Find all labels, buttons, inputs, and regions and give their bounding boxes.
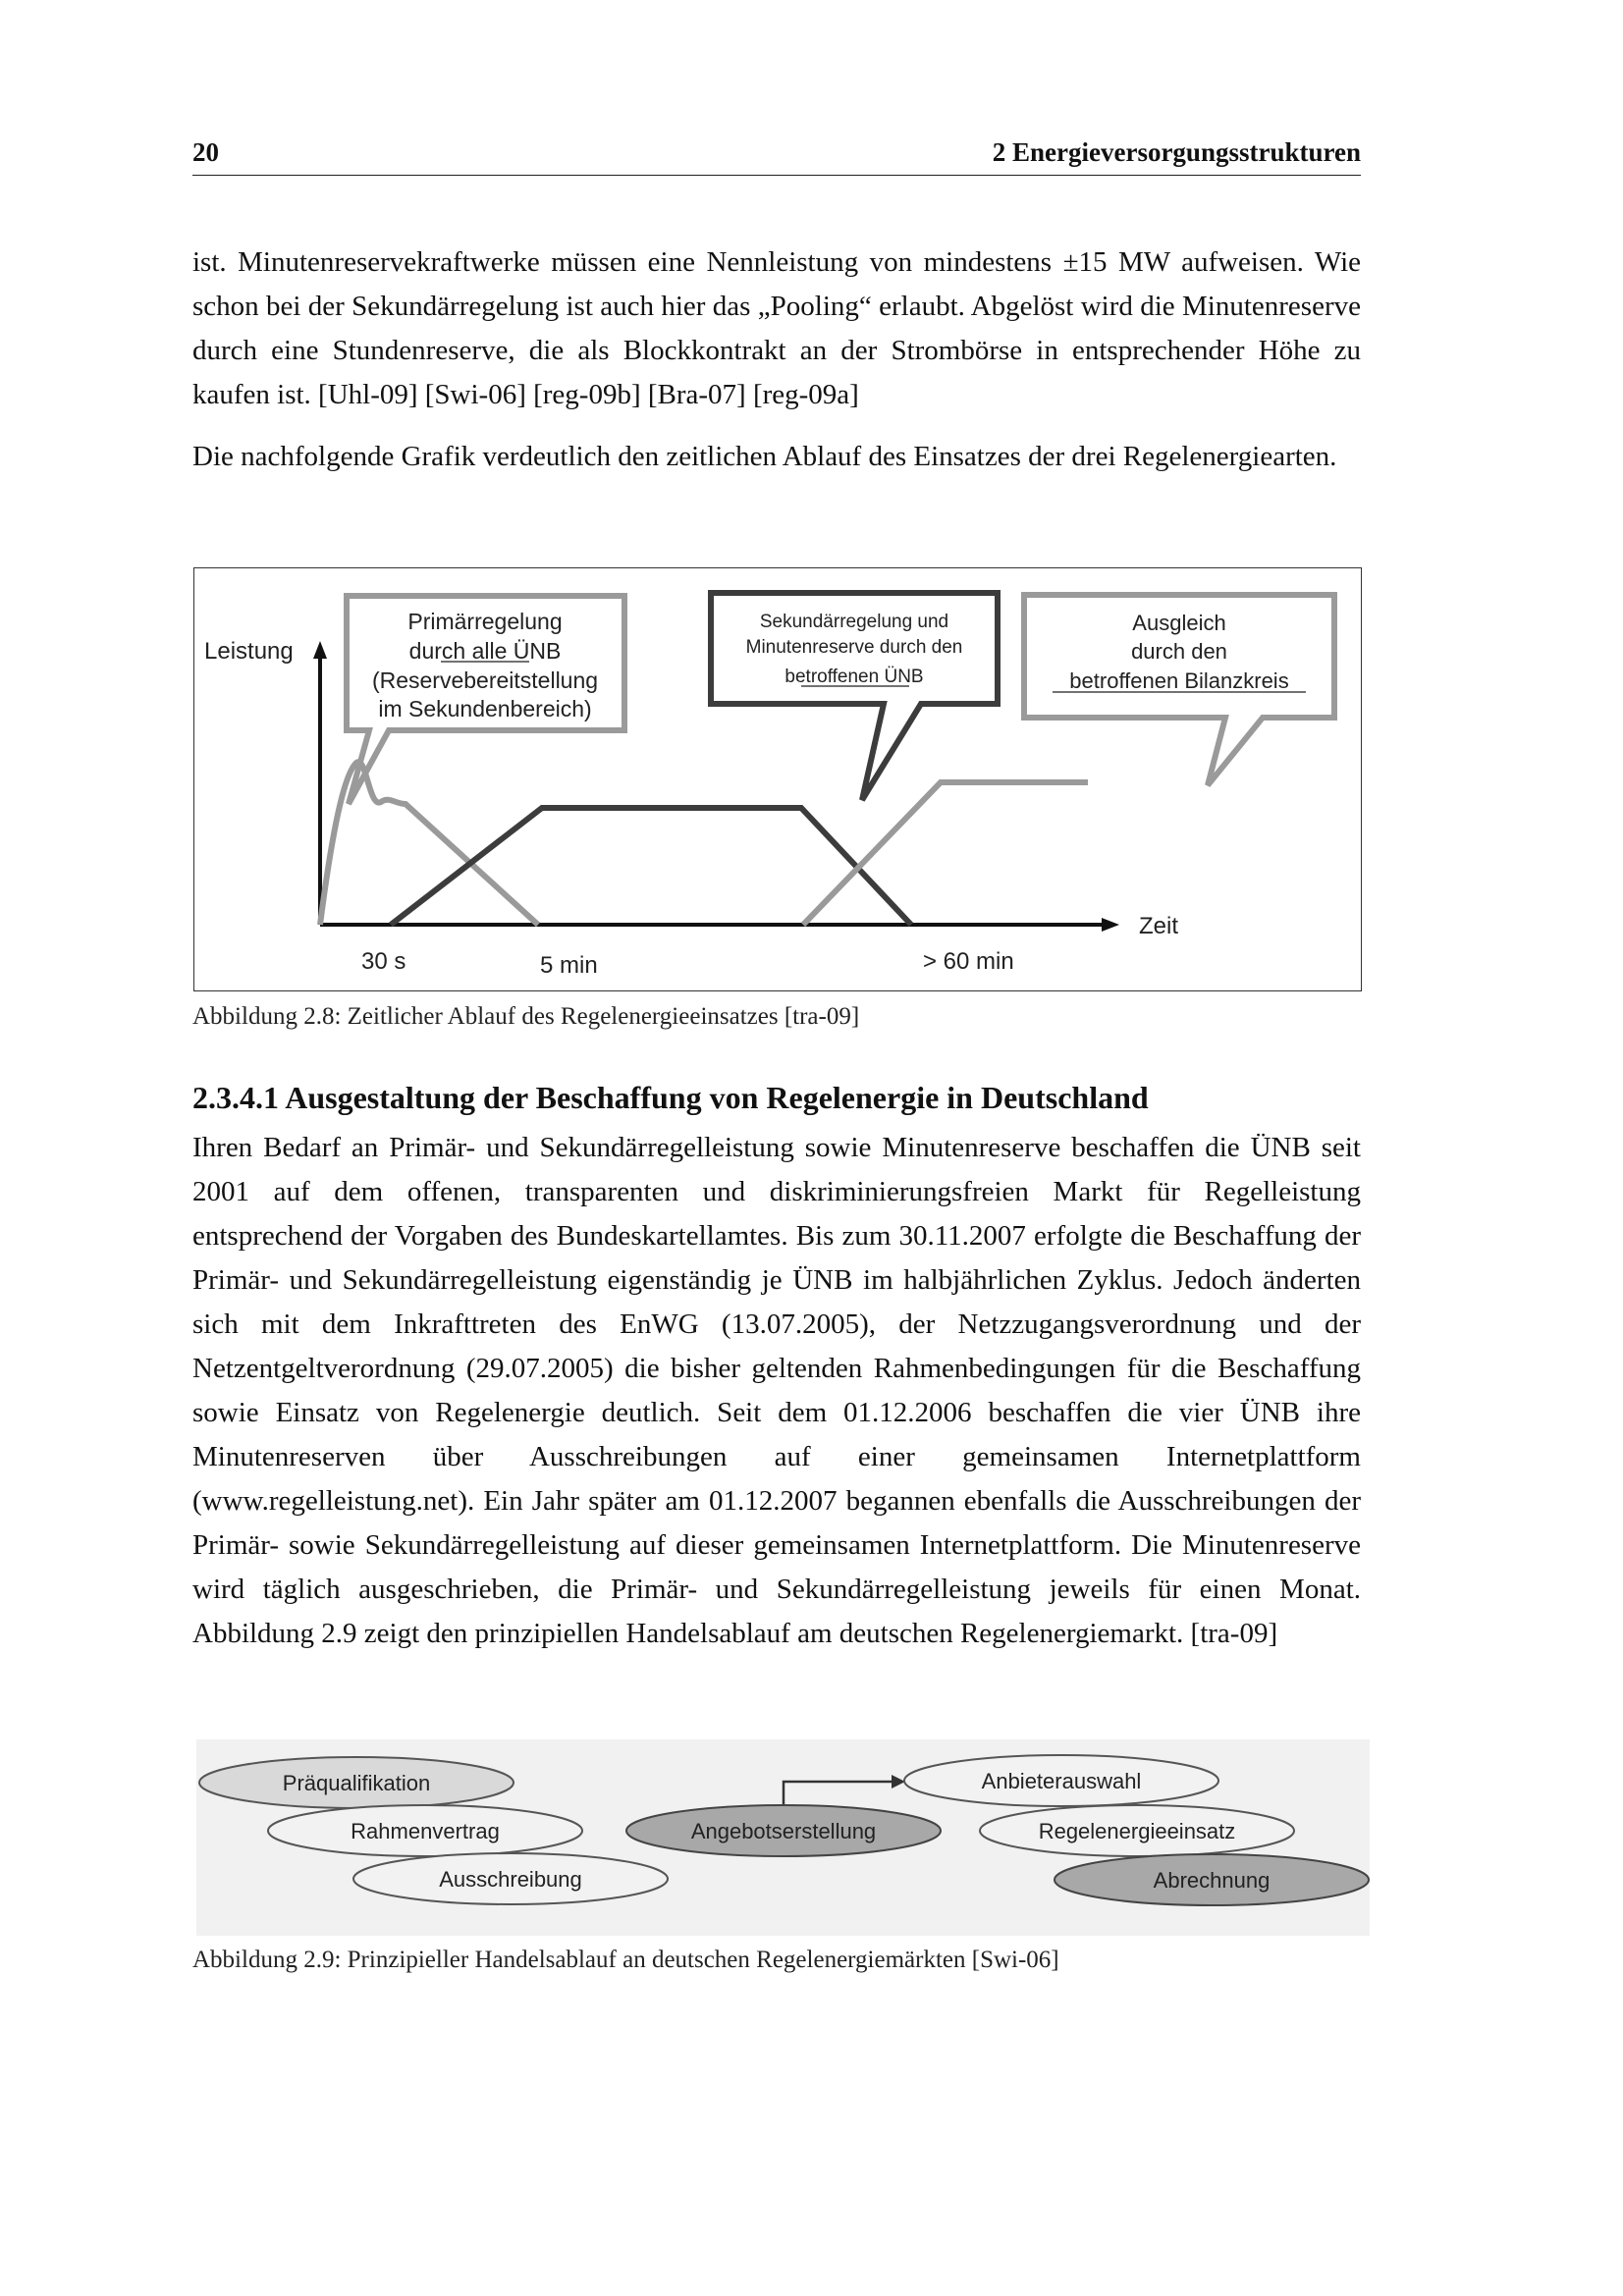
paragraph-2: Die nachfolgende Grafik verdeutlich den zeitlichen Ablauf des Einsatzes der drei Regelenergiearten. xyxy=(192,441,1337,472)
svg-text:Ausschreibung: Ausschreibung xyxy=(439,1867,582,1892)
connector-arrow xyxy=(784,1782,895,1808)
figure-1-caption: Abbildung 2.8: Zeitlicher Ablauf des Regelenergieeinsatzes [tra-09] xyxy=(192,1003,860,1030)
tick-label-30s: 30 s xyxy=(361,948,406,975)
svg-text:Anbieterauswahl: Anbieterauswahl xyxy=(981,1769,1142,1793)
svg-text:Regelenergieeinsatz: Regelenergieeinsatz xyxy=(1038,1819,1236,1843)
box-balance-line-2: durch den xyxy=(1131,639,1227,664)
chapter-title: 2 Energieversorgungsstrukturen xyxy=(992,137,1361,167)
box-balance-line-1: Ausgleich xyxy=(1132,611,1226,635)
figure-regulation-timeline xyxy=(193,567,1362,991)
page-header xyxy=(192,137,1361,176)
paragraph-3: Ihren Bedarf an Primär- und Sekundärregelleistung sowie Minutenreserve beschaffen die ÜNB seit 2001 auf dem offenen, transparenten und diskriminierungsfreien Markt für Regelleistung entsprechend der Vorgaben des Bundeskartellamtes. Bis zum 30.11.2007 erfolgte die Beschaffung der Primär- und Sekundärregelleistung eigenständig je ÜNB im halbjährlichen Zyklus. Jedoch änderten sich mit dem Inkrafttreten des EnWG (13.07.2005), der Netzzugangsverordnung und der Netzentgeltverordnung (29.07.2005) die bisher geltenden Rahmenbedingungen für die Beschaffung sowie Einsatz von Regelenergie deutlich. Seit dem 01.12.2006 beschaffen die vier ÜNB ihre Minutenreserven über Ausschreibungen auf einer gemeinsamen Internetplattform (www.regelleistung.net). Ein Jahr später am 01.12.2007 begannen ebenfalls die Ausschreibungen der Primär- sowie Sekundärregelleistung auf dieser gemeinsamen Internetplattform. Die Minutenreserve wird täglich ausgeschrieben, die Primär- und Sekundärregelleistung jeweils für einen Monat. Abbildung 2.9 zeigt den prinzipiellen Handelsablauf am deutschen Regelenergiemarkt. [tra-09] xyxy=(192,1132,1361,1649)
box-primary-line-1: Primärregelung xyxy=(407,609,563,634)
page-number: 20 xyxy=(192,137,219,167)
svg-text:Angebotserstellung: Angebotserstellung xyxy=(690,1819,877,1843)
box-primary-line-4: im Sekundenbereich) xyxy=(378,696,592,721)
section-heading: 2.3.4.1 Ausgestaltung der Beschaffung von Regelenergie in Deutschland xyxy=(192,1080,1149,1115)
box-secondary-line-1: Sekundärregelung und xyxy=(759,612,949,632)
figure-trading-process xyxy=(196,1739,1370,1936)
svg-text:Abrechnung: Abrechnung xyxy=(1153,1868,1271,1893)
tick-label-5min: 5 min xyxy=(540,952,598,979)
tick-label-60min: > 60 min xyxy=(923,948,1014,975)
y-axis-label: Leistung xyxy=(204,638,294,665)
box-balance-line-3: betroffenen Bilanzkreis xyxy=(1069,668,1289,693)
paragraph-1: ist. Minutenreservekraftwerke müssen eine Nennleistung von mindestens ±15 MW aufweisen. Wie schon bei der Sekundärregelung ist auch hier das „Pooling“ erlaubt. Abgelöst wird die Minutenreserve durch eine Stundenreserve, die als Blockkontrakt an der Strombörse in entsprechender Höhe zu kaufen ist. [Uhl-09] [Swi-06] [reg-09b] [Bra-07] [reg-09a] xyxy=(192,246,1361,410)
box-primary-line-3: (Reservebereitstellung xyxy=(371,667,599,693)
svg-text:Präqualifikation: Präqualifikation xyxy=(282,1771,431,1795)
box-secondary-line-3: betroffenen ÜNB xyxy=(784,667,924,687)
figure-2-caption: Abbildung 2.9: Prinzipieller Handelsablauf an deutschen Regelenergiemärkten [Swi-06] xyxy=(192,1947,1059,1973)
box-primary-line-2: durch alle ÜNB xyxy=(408,638,562,664)
x-axis-arrow xyxy=(1102,918,1119,932)
box-secondary-line-2: Minutenreserve durch den xyxy=(745,637,963,658)
x-axis-label: Zeit xyxy=(1139,913,1179,939)
svg-text:Rahmenvertrag: Rahmenvertrag xyxy=(351,1819,500,1843)
secondary-curve xyxy=(391,808,911,925)
y-axis-arrow xyxy=(313,641,327,659)
